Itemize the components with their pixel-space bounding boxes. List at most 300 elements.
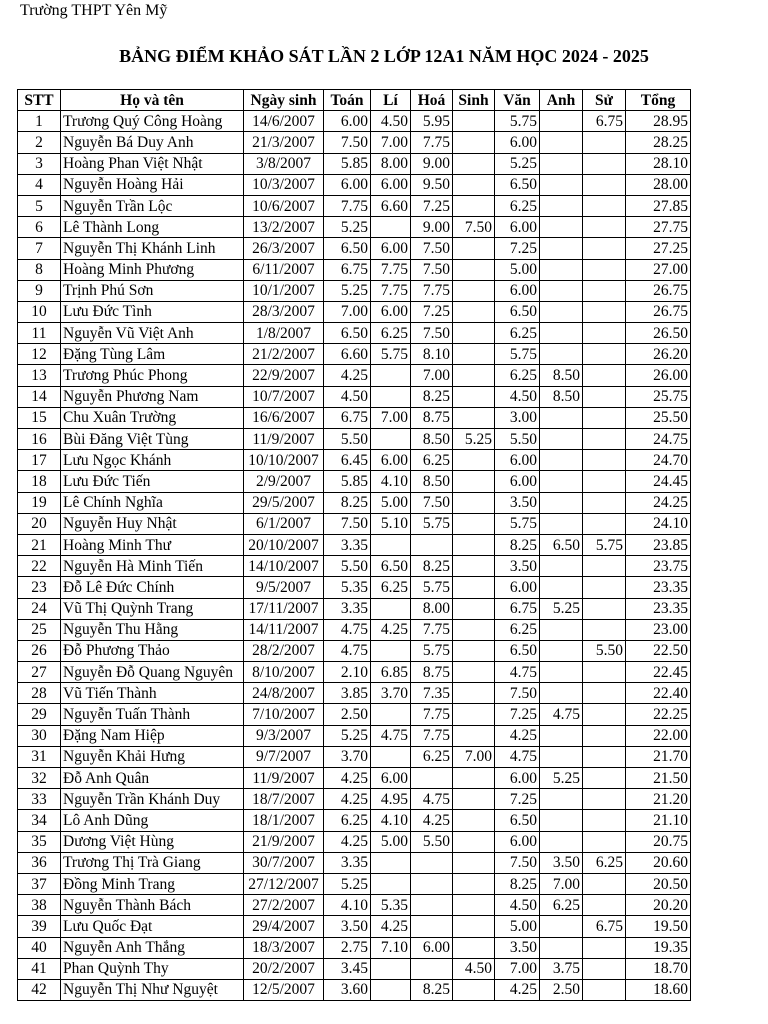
cell-sinh: 4.50 [453,958,495,979]
cell-dob: 14/11/2007 [244,619,324,640]
cell-su [583,217,626,238]
cell-anh [540,683,583,704]
cell-li [371,217,411,238]
cell-name: Nguyễn Trần Khánh Duy [61,789,244,810]
cell-anh: 5.25 [540,598,583,619]
cell-toan: 7.50 [324,513,371,534]
cell-anh [540,301,583,322]
cell-name: Nguyễn Hoàng Hải [61,174,244,195]
table-row [18,598,691,619]
cell-toan: 6.75 [324,259,371,280]
cell-sinh [453,365,495,386]
cell-name: Nguyễn Vũ Việt Anh [61,323,244,344]
cell-anh [540,662,583,683]
cell-su [583,301,626,322]
table-row [18,640,691,661]
cell-van: 3.50 [495,492,540,513]
cell-anh [540,619,583,640]
cell-dob: 3/8/2007 [244,153,324,174]
cell-su [583,450,626,471]
cell-anh: 6.50 [540,534,583,555]
cell-dob: 10/7/2007 [244,386,324,407]
cell-dob: 18/3/2007 [244,937,324,958]
cell-sinh [453,174,495,195]
cell-hoa: 7.75 [411,704,453,725]
table-row [18,979,691,1000]
cell-stt: 26 [18,640,61,661]
cell-sinh: 7.50 [453,217,495,238]
cell-sinh [453,471,495,492]
cell-toan: 5.25 [324,873,371,894]
cell-total: 24.70 [626,450,691,471]
cell-toan: 2.75 [324,937,371,958]
cell-hoa: 6.25 [411,746,453,767]
cell-sinh [453,831,495,852]
cell-name: Trương Thị Trà Giang [61,852,244,873]
cell-van: 7.25 [495,789,540,810]
cell-anh: 3.75 [540,958,583,979]
table-row [18,810,691,831]
cell-anh [540,429,583,450]
cell-name: Nguyễn Thu Hằng [61,619,244,640]
cell-toan: 7.75 [324,195,371,216]
col-header-toan: Toán [324,90,371,111]
cell-su [583,577,626,598]
cell-su [583,174,626,195]
cell-li: 6.00 [371,768,411,789]
cell-toan: 3.60 [324,979,371,1000]
table-row [18,386,691,407]
cell-su [583,386,626,407]
cell-anh [540,810,583,831]
cell-su [583,556,626,577]
cell-name: Nguyễn Trần Lộc [61,195,244,216]
cell-stt: 5 [18,195,61,216]
cell-hoa: 8.25 [411,556,453,577]
cell-li: 8.00 [371,153,411,174]
table-row [18,662,691,683]
cell-dob: 16/6/2007 [244,407,324,428]
cell-hoa: 8.75 [411,407,453,428]
table-row [18,958,691,979]
cell-toan: 2.10 [324,662,371,683]
cell-dob: 29/5/2007 [244,492,324,513]
cell-sinh [453,725,495,746]
cell-van: 7.50 [495,852,540,873]
cell-total: 23.35 [626,577,691,598]
cell-total: 22.40 [626,683,691,704]
cell-toan: 5.50 [324,429,371,450]
cell-dob: 6/11/2007 [244,259,324,280]
table-row [18,683,691,704]
cell-dob: 30/7/2007 [244,852,324,873]
table-row [18,217,691,238]
cell-li: 7.00 [371,132,411,153]
cell-su [583,979,626,1000]
col-header-dob: Ngày sinh [244,90,324,111]
cell-dob: 17/11/2007 [244,598,324,619]
cell-name: Dương Việt Hùng [61,831,244,852]
cell-toan: 5.85 [324,153,371,174]
cell-sinh [453,662,495,683]
cell-total: 23.00 [626,619,691,640]
cell-anh [540,725,583,746]
cell-li: 4.25 [371,619,411,640]
cell-name: Đặng Nam Hiệp [61,725,244,746]
cell-name: Lưu Đức Tiến [61,471,244,492]
cell-stt: 32 [18,768,61,789]
cell-su [583,153,626,174]
school-name: Trường THPT Yên Mỹ [20,2,168,19]
cell-total: 26.50 [626,323,691,344]
cell-name: Vũ Thị Quỳnh Trang [61,598,244,619]
cell-toan: 8.25 [324,492,371,513]
cell-toan: 4.25 [324,768,371,789]
cell-anh [540,323,583,344]
cell-dob: 28/2/2007 [244,640,324,661]
table-row [18,513,691,534]
cell-li: 4.10 [371,810,411,831]
cell-total: 20.20 [626,895,691,916]
cell-total: 25.75 [626,386,691,407]
cell-name: Hoàng Phan Việt Nhật [61,153,244,174]
cell-toan: 5.25 [324,280,371,301]
cell-anh [540,831,583,852]
cell-name: Nguyễn Thị Khánh Linh [61,238,244,259]
table-row [18,534,691,555]
cell-name: Nguyễn Huy Nhật [61,513,244,534]
cell-hoa [411,768,453,789]
cell-sinh [453,323,495,344]
table-row [18,301,691,322]
cell-stt: 11 [18,323,61,344]
cell-hoa: 4.75 [411,789,453,810]
cell-toan: 3.35 [324,852,371,873]
cell-name: Nguyễn Thành Bách [61,895,244,916]
table-row [18,238,691,259]
cell-sinh [453,979,495,1000]
cell-van: 3.50 [495,556,540,577]
cell-total: 21.20 [626,789,691,810]
cell-hoa [411,534,453,555]
cell-hoa: 5.75 [411,577,453,598]
cell-su [583,937,626,958]
cell-stt: 16 [18,429,61,450]
cell-toan: 4.50 [324,386,371,407]
cell-sinh: 5.25 [453,429,495,450]
cell-name: Lê Chính Nghĩa [61,492,244,513]
cell-stt: 12 [18,344,61,365]
table-row [18,704,691,725]
cell-sinh [453,704,495,725]
cell-li [371,534,411,555]
cell-stt: 17 [18,450,61,471]
cell-van: 3.50 [495,937,540,958]
cell-li: 6.00 [371,301,411,322]
cell-anh [540,195,583,216]
cell-li: 6.00 [371,174,411,195]
col-header-name: Họ và tên [61,90,244,111]
col-header-stt: STT [18,90,61,111]
table-row [18,174,691,195]
table-row [18,323,691,344]
cell-su [583,895,626,916]
cell-stt: 42 [18,979,61,1000]
cell-stt: 34 [18,810,61,831]
cell-van: 7.00 [495,958,540,979]
cell-stt: 38 [18,895,61,916]
table-row [18,280,691,301]
cell-su: 5.75 [583,534,626,555]
table-row [18,789,691,810]
cell-li: 5.00 [371,831,411,852]
cell-hoa: 7.35 [411,683,453,704]
cell-toan: 6.60 [324,344,371,365]
cell-van: 4.25 [495,979,540,1000]
cell-anh [540,111,583,132]
cell-total: 21.10 [626,810,691,831]
cell-van: 4.50 [495,386,540,407]
cell-su [583,492,626,513]
cell-stt: 8 [18,259,61,280]
cell-li [371,429,411,450]
cell-van: 5.50 [495,429,540,450]
cell-dob: 2/9/2007 [244,471,324,492]
cell-stt: 33 [18,789,61,810]
cell-hoa: 6.00 [411,937,453,958]
cell-stt: 29 [18,704,61,725]
cell-van: 4.75 [495,746,540,767]
cell-toan: 5.85 [324,471,371,492]
cell-li: 6.00 [371,450,411,471]
cell-li: 6.25 [371,577,411,598]
cell-stt: 35 [18,831,61,852]
cell-total: 22.50 [626,640,691,661]
cell-li: 3.70 [371,683,411,704]
cell-sinh [453,852,495,873]
cell-total: 19.50 [626,916,691,937]
cell-stt: 25 [18,619,61,640]
cell-toan: 6.25 [324,810,371,831]
cell-hoa: 7.25 [411,301,453,322]
cell-toan: 6.00 [324,174,371,195]
cell-stt: 23 [18,577,61,598]
cell-name: Đỗ Lê Đức Chính [61,577,244,598]
cell-dob: 10/1/2007 [244,280,324,301]
cell-name: Vũ Tiến Thành [61,683,244,704]
cell-dob: 10/3/2007 [244,174,324,195]
col-header-anh: Anh [540,90,583,111]
table-row [18,852,691,873]
table-row [18,195,691,216]
cell-hoa: 7.75 [411,280,453,301]
cell-name: Nguyễn Tuấn Thành [61,704,244,725]
grades-body [18,111,691,1001]
cell-li: 5.10 [371,513,411,534]
cell-toan: 7.00 [324,301,371,322]
cell-anh [540,407,583,428]
cell-anh: 8.50 [540,365,583,386]
cell-dob: 10/6/2007 [244,195,324,216]
cell-dob: 10/10/2007 [244,450,324,471]
cell-total: 24.10 [626,513,691,534]
cell-li [371,598,411,619]
cell-total: 28.00 [626,174,691,195]
cell-sinh [453,556,495,577]
cell-van: 6.00 [495,217,540,238]
table-row [18,577,691,598]
table-row [18,831,691,852]
cell-van: 6.00 [495,450,540,471]
cell-li: 6.50 [371,556,411,577]
cell-anh [540,153,583,174]
table-row [18,746,691,767]
cell-dob: 14/10/2007 [244,556,324,577]
cell-name: Lưu Ngọc Khánh [61,450,244,471]
cell-name: Đỗ Anh Quân [61,768,244,789]
cell-li: 7.75 [371,259,411,280]
cell-name: Nguyễn Khải Hưng [61,746,244,767]
cell-toan: 5.35 [324,577,371,598]
cell-stt: 30 [18,725,61,746]
cell-toan: 3.35 [324,534,371,555]
table-row [18,132,691,153]
cell-total: 27.25 [626,238,691,259]
cell-sinh [453,195,495,216]
cell-sinh [453,895,495,916]
cell-hoa: 8.25 [411,979,453,1000]
cell-li [371,746,411,767]
cell-hoa: 7.75 [411,619,453,640]
cell-toan: 3.45 [324,958,371,979]
table-row [18,873,691,894]
table-row [18,895,691,916]
cell-stt: 2 [18,132,61,153]
cell-su [583,873,626,894]
cell-dob: 9/7/2007 [244,746,324,767]
cell-anh [540,450,583,471]
table-row [18,768,691,789]
cell-name: Trương Quý Công Hoàng [61,111,244,132]
cell-van: 8.25 [495,873,540,894]
cell-anh [540,513,583,534]
cell-total: 22.45 [626,662,691,683]
cell-li: 7.75 [371,280,411,301]
cell-dob: 24/8/2007 [244,683,324,704]
cell-sinh [453,513,495,534]
cell-sinh [453,916,495,937]
cell-hoa: 8.25 [411,386,453,407]
table-row [18,725,691,746]
cell-stt: 31 [18,746,61,767]
cell-li: 6.25 [371,323,411,344]
cell-toan: 3.35 [324,598,371,619]
cell-toan: 4.75 [324,640,371,661]
cell-total: 28.10 [626,153,691,174]
cell-stt: 37 [18,873,61,894]
cell-sinh [453,111,495,132]
cell-toan: 4.10 [324,895,371,916]
cell-stt: 15 [18,407,61,428]
cell-anh [540,577,583,598]
cell-dob: 9/5/2007 [244,577,324,598]
cell-anh [540,280,583,301]
cell-anh: 7.00 [540,873,583,894]
cell-toan: 4.25 [324,365,371,386]
cell-sinh [453,153,495,174]
cell-total: 20.50 [626,873,691,894]
cell-sinh [453,132,495,153]
cell-van: 7.50 [495,683,540,704]
cell-su [583,280,626,301]
cell-sinh [453,619,495,640]
cell-sinh [453,789,495,810]
cell-su [583,958,626,979]
cell-toan: 3.85 [324,683,371,704]
cell-total: 18.60 [626,979,691,1000]
table-row [18,259,691,280]
cell-su: 5.50 [583,640,626,661]
cell-hoa: 7.50 [411,492,453,513]
cell-stt: 13 [18,365,61,386]
cell-hoa: 5.75 [411,513,453,534]
cell-name: Hoàng Minh Phương [61,259,244,280]
grades-table [17,89,691,1001]
cell-total: 19.35 [626,937,691,958]
cell-toan: 6.45 [324,450,371,471]
cell-name: Chu Xuân Trường [61,407,244,428]
cell-li: 4.95 [371,789,411,810]
cell-van: 6.25 [495,365,540,386]
cell-li [371,704,411,725]
cell-name: Lê Thành Long [61,217,244,238]
col-header-sinh: Sinh [453,90,495,111]
cell-stt: 28 [18,683,61,704]
cell-anh: 5.25 [540,768,583,789]
cell-total: 27.85 [626,195,691,216]
cell-van: 7.25 [495,238,540,259]
cell-van: 4.75 [495,662,540,683]
cell-van: 6.00 [495,471,540,492]
table-row [18,619,691,640]
cell-hoa: 4.25 [411,810,453,831]
cell-dob: 29/4/2007 [244,916,324,937]
cell-toan: 5.50 [324,556,371,577]
cell-hoa [411,958,453,979]
cell-dob: 26/3/2007 [244,238,324,259]
cell-van: 6.00 [495,132,540,153]
cell-total: 26.20 [626,344,691,365]
cell-su [583,344,626,365]
col-header-hoa: Hoá [411,90,453,111]
cell-hoa: 8.75 [411,662,453,683]
cell-name: Nguyễn Anh Thắng [61,937,244,958]
cell-total: 24.45 [626,471,691,492]
cell-sinh [453,301,495,322]
cell-su [583,471,626,492]
cell-su [583,513,626,534]
cell-dob: 11/9/2007 [244,768,324,789]
cell-toan: 6.50 [324,238,371,259]
cell-toan: 7.50 [324,132,371,153]
cell-total: 26.75 [626,280,691,301]
cell-hoa: 9.00 [411,217,453,238]
cell-hoa: 7.25 [411,195,453,216]
cell-total: 18.70 [626,958,691,979]
cell-toan: 2.50 [324,704,371,725]
cell-total: 27.75 [626,217,691,238]
cell-name: Nguyễn Hà Minh Tiến [61,556,244,577]
